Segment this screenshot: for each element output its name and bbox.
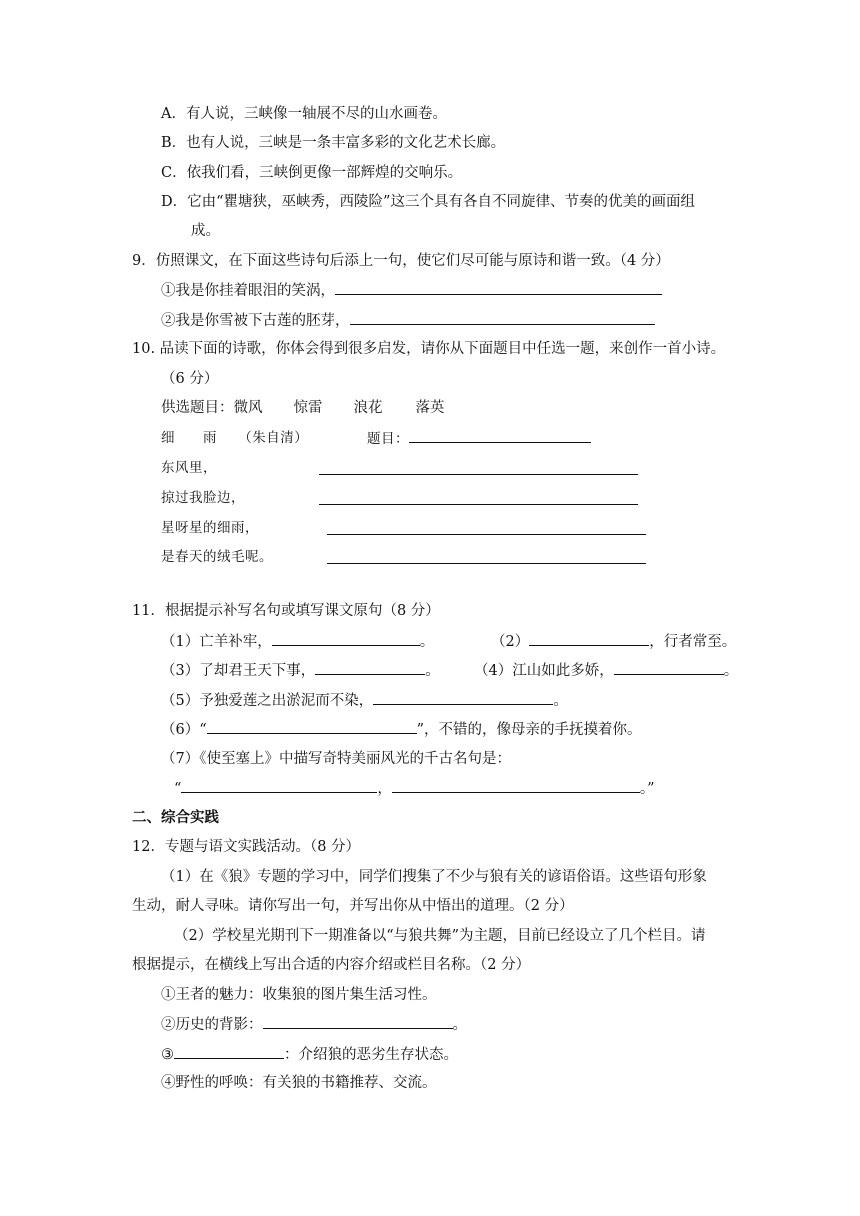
- q12-column3-pre: ③: [161, 1047, 174, 1063]
- new-poem-title: [367, 428, 591, 449]
- q10-stem-line2: （6 分）: [161, 371, 219, 387]
- q10-topics: [161, 398, 445, 418]
- q11-item2-blank[interactable]: [529, 631, 649, 646]
- q11-stem: 11．根据提示补写名句或填写课文原句（8 分）: [132, 603, 440, 619]
- q12-column3: [161, 1044, 458, 1065]
- q11-item3-period: 。: [425, 663, 440, 679]
- q11-item3-blank[interactable]: [315, 660, 425, 675]
- q11-item1-blank[interactable]: [272, 631, 420, 646]
- q11-item5-text: （5）予独爱莲之出淤泥而不染，: [161, 693, 374, 709]
- q11-item6-post: ”，不错的，像母亲的手抚摸着你。: [416, 722, 642, 738]
- q11-item2: [491, 631, 736, 652]
- q11-item1: [161, 631, 434, 652]
- q11-item2-post: ，行者常至。: [649, 634, 737, 650]
- q12-part2-line1: （2）学校星光期刊下一期准备以“与狼共舞”为主题，目前已经设立了几个栏目。请: [174, 928, 706, 944]
- q11-item7: （7）《使至塞上》中描写奇特美丽风光的千古名句是：: [161, 751, 511, 767]
- q11-item4-text: （4）江山如此多娇，: [474, 663, 614, 679]
- option-b: B．也有人说，三峡是一条丰富多彩的文化艺术长廊。: [161, 135, 506, 151]
- q11-item1-text: （1）亡羊补牢，: [161, 634, 272, 650]
- q12-part2-line2: 根据提示，在横线上写出合适的内容介绍或栏目名称。（2 分）: [132, 957, 531, 973]
- q9-line1-blank[interactable]: [335, 280, 662, 295]
- q11-item3: [161, 660, 440, 681]
- poem-line: 掠过我脸边，: [161, 490, 245, 506]
- option-d-line1: D．它由“瞿塘狭，巫峡秀，西陵险”这三个具有各自不同旋律、节奏的优美的画面组: [161, 194, 695, 210]
- poem-answer-blank[interactable]: [327, 563, 646, 564]
- q11-item5: [161, 690, 568, 711]
- q11-item4-period: 。: [723, 663, 739, 679]
- q11-item6-blank[interactable]: [207, 719, 417, 734]
- topic-item: 惊雷: [293, 400, 323, 416]
- topic-item: 浪花: [353, 400, 383, 416]
- q12-column2: [161, 1014, 467, 1035]
- q11-item6: [161, 719, 642, 740]
- q9-line2-text: ②我是你雪被下古莲的胚芽，: [161, 313, 350, 329]
- title-label: 题目：: [367, 431, 409, 447]
- q12-column4: ④野性的呼唤：有关狼的书籍推荐、交流。: [161, 1075, 437, 1091]
- q11-item2-pre: （2）: [491, 634, 530, 650]
- title-blank[interactable]: [409, 428, 591, 443]
- poem-line: 星呀星的细雨，: [161, 520, 259, 536]
- q12-part1-line1: （1）在《狼》专题的学习中，同学们搜集了不少与狼有关的谚语俗语。这些语句形象: [161, 869, 707, 885]
- q11-item5-period: 。: [553, 693, 568, 709]
- q12-part1-line2: 生动，耐人寻味。请你写出一句，并写出你从中悟出的道理。（2 分）: [132, 898, 574, 914]
- close-quote: 。”: [639, 781, 655, 797]
- q11-item3-text: （3）了却君王天下事，: [161, 663, 316, 679]
- option-a: A．有人说，三峡像一轴展不尽的山水画卷。: [161, 106, 447, 122]
- poem-line: 是春天的绒毛呢。: [161, 549, 273, 565]
- option-d-line2: 成。: [191, 223, 220, 239]
- q11-item4-blank[interactable]: [614, 660, 724, 675]
- q11-item5-blank[interactable]: [373, 690, 553, 705]
- topic-item: 落英: [415, 400, 445, 416]
- poem-answer-blank[interactable]: [327, 534, 646, 535]
- q11-item4: [474, 660, 738, 681]
- option-c: C．依我们看，三峡倒更像一部辉煌的交响乐。: [161, 165, 463, 181]
- q12-stem: 12．专题与语文实践活动。（8 分）: [132, 839, 361, 855]
- open-quote: “: [174, 781, 182, 797]
- q12-column2-text: ②历史的背影：: [161, 1017, 263, 1033]
- q9-stem: 9．仿照课文，在下面这些诗句后添上一句，使它们尽可能与原诗和谐一致。（4 分）: [132, 253, 670, 269]
- q11-item7-blank2[interactable]: [392, 778, 640, 793]
- q11-item1-period: 。: [419, 634, 435, 650]
- section-heading: 二、综合实践: [132, 809, 219, 826]
- q12-column3-blank[interactable]: [174, 1044, 284, 1059]
- poem-line: 东风里，: [161, 460, 217, 476]
- q9-line1: [161, 280, 662, 301]
- q9-line2: [161, 310, 655, 331]
- q12-column2-blank[interactable]: [263, 1014, 453, 1029]
- q11-item7-answer: [174, 778, 655, 799]
- poem-answer-blank[interactable]: [319, 474, 638, 475]
- q12-column2-period: 。: [452, 1017, 467, 1033]
- poem-answer-blank[interactable]: [319, 504, 638, 505]
- poem-title: 细 雨 （朱自清）: [161, 430, 309, 446]
- q9-line1-text: ①我是你挂着眼泪的笑涡，: [161, 283, 335, 299]
- comma: ，: [377, 781, 392, 797]
- q11-item7-blank1[interactable]: [181, 778, 377, 793]
- q9-line2-blank[interactable]: [350, 310, 655, 325]
- q11-item6-pre: （6）“: [161, 722, 207, 738]
- topics-label: 供选题目：: [161, 400, 234, 416]
- q12-column3-post: ：介绍狼的恶劣生存状态。: [284, 1047, 458, 1063]
- q12-column1: ①王者的魅力：收集狼的图片集生活习性。: [161, 987, 437, 1003]
- topic-item: 微风: [233, 400, 263, 416]
- q10-stem-line1: 10. 品读下面的诗歌，你体会得到很多启发，请你从下面题目中任选一题，来创作一首小诗。: [132, 341, 726, 357]
